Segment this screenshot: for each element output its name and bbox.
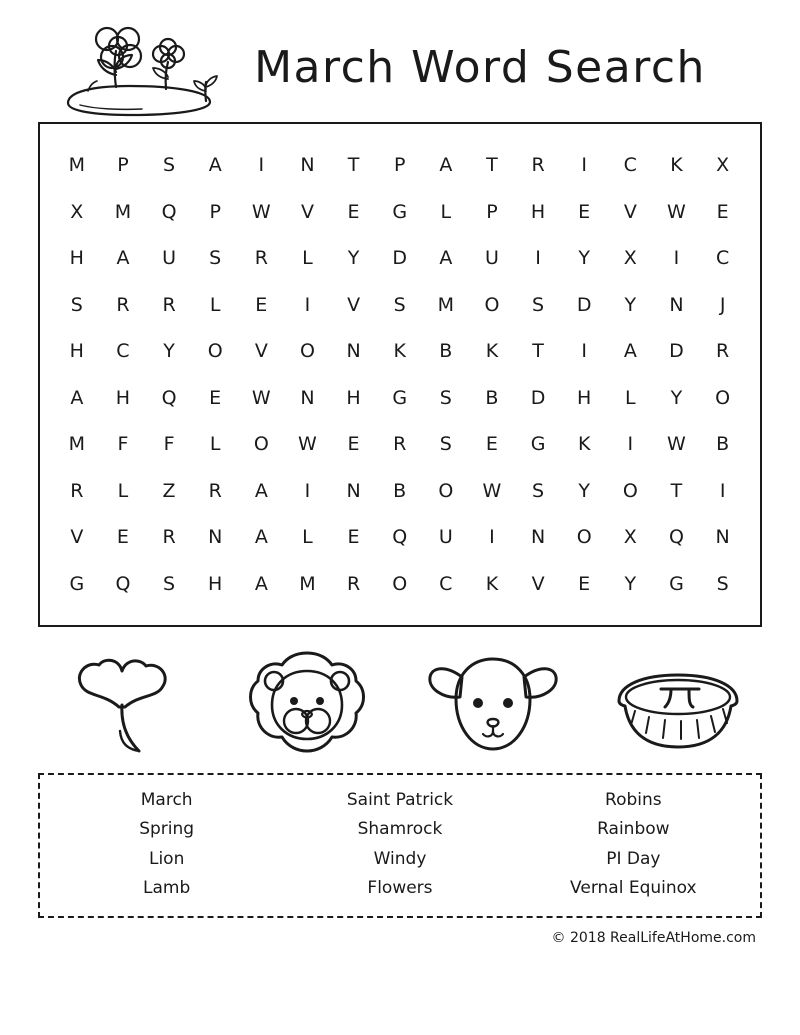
letter-grid-row xyxy=(54,235,746,282)
letter-cell[interactable]: S xyxy=(532,293,545,316)
letter-cell[interactable]: L xyxy=(440,200,452,223)
letter-cell[interactable]: S xyxy=(532,479,545,502)
letter-cell[interactable]: O xyxy=(392,572,408,595)
letter-cell[interactable]: E xyxy=(347,433,361,456)
letter-cell[interactable]: N xyxy=(346,479,362,502)
letter-cell[interactable]: Y xyxy=(624,293,637,316)
letter-cell[interactable]: I xyxy=(535,247,542,270)
letter-cell[interactable]: M xyxy=(68,433,86,456)
letter-cell[interactable]: H xyxy=(208,572,223,595)
letter-cell[interactable]: R xyxy=(531,154,546,177)
letter-cell[interactable]: K xyxy=(393,340,407,363)
letter-cell[interactable]: Y xyxy=(670,386,683,409)
letter-cell[interactable]: Y xyxy=(578,247,591,270)
letter-cell[interactable]: V xyxy=(254,340,269,363)
letter-cell[interactable]: H xyxy=(530,200,546,223)
letter-cell[interactable]: O xyxy=(576,526,593,549)
footer-credit: © 2018 RealLifeAtHome.com xyxy=(551,930,756,946)
letter-cell[interactable]: G xyxy=(392,200,408,223)
letter-cell[interactable]: N xyxy=(300,386,316,409)
letter-cell[interactable]: H xyxy=(346,386,362,409)
letter-cell[interactable]: D xyxy=(530,386,546,409)
letter-cell[interactable]: W xyxy=(251,200,272,223)
letter-cell[interactable]: R xyxy=(346,572,361,595)
letter-cell[interactable]: E xyxy=(578,200,591,223)
lion-face-illustration xyxy=(227,640,387,765)
letter-cell[interactable]: R xyxy=(162,526,177,549)
letter-cell[interactable]: E xyxy=(116,526,130,549)
pie-illustration xyxy=(598,640,758,765)
letter-cell[interactable]: P xyxy=(486,200,499,223)
letter-cell[interactable]: Q xyxy=(668,526,685,549)
letter-cell[interactable]: E xyxy=(347,526,361,549)
letter-cell[interactable]: R xyxy=(208,479,223,502)
letter-cell[interactable]: N xyxy=(669,293,685,316)
letter-cell[interactable]: Q xyxy=(392,526,408,549)
letter-cell[interactable]: M xyxy=(68,154,86,177)
letter-cell[interactable]: C xyxy=(116,340,131,363)
letter-cell[interactable]: K xyxy=(670,154,684,177)
letter-grid-row xyxy=(54,282,746,329)
word-list-item[interactable]: Lion xyxy=(148,848,185,869)
letter-cell[interactable]: E xyxy=(485,433,499,456)
letter-cell[interactable]: A xyxy=(116,247,130,270)
letter-cell[interactable]: P xyxy=(117,154,130,177)
letter-cell[interactable]: A xyxy=(70,386,84,409)
letter-cell[interactable]: C xyxy=(715,247,730,270)
letter-cell[interactable]: O xyxy=(622,479,639,502)
letter-cell[interactable]: Q xyxy=(161,200,178,223)
letter-cell[interactable]: R xyxy=(162,293,177,316)
letter-cell[interactable]: P xyxy=(393,154,406,177)
word-list-item[interactable]: Rainbow xyxy=(597,819,670,840)
letter-cell[interactable]: D xyxy=(392,247,408,270)
letter-cell[interactable]: O xyxy=(253,433,270,456)
letter-grid-row xyxy=(54,328,746,375)
letter-cell[interactable]: A xyxy=(254,526,269,549)
letter-cell[interactable]: Y xyxy=(163,340,176,363)
letter-cell[interactable]: T xyxy=(486,154,499,177)
letter-cell[interactable]: S xyxy=(163,572,176,595)
letter-cell[interactable]: K xyxy=(577,433,591,456)
page-header xyxy=(0,0,800,110)
letter-cell[interactable]: K xyxy=(485,340,499,363)
letter-cell[interactable]: V xyxy=(347,293,361,316)
flowers-illustration xyxy=(50,17,225,117)
letter-grid-row xyxy=(54,514,746,561)
letter-cell[interactable]: W xyxy=(667,433,687,456)
word-list-item[interactable]: Vernal Equinox xyxy=(570,878,697,899)
letter-cell[interactable]: V xyxy=(300,200,315,223)
letter-cell[interactable]: W xyxy=(251,386,272,409)
letter-cell[interactable]: K xyxy=(485,572,499,595)
letter-cell[interactable]: M xyxy=(114,200,132,223)
letter-cell[interactable]: S xyxy=(393,293,407,316)
letter-cell[interactable]: B xyxy=(393,479,407,502)
letter-cell[interactable]: T xyxy=(532,340,545,363)
word-list-column-3 xyxy=(517,789,750,900)
letter-cell[interactable]: L xyxy=(209,293,221,316)
letter-cell[interactable]: U xyxy=(438,526,454,549)
letter-grid-row xyxy=(54,189,746,236)
letter-grid-row xyxy=(54,468,746,515)
word-search-grid[interactable] xyxy=(38,122,762,627)
letter-cell[interactable]: L xyxy=(117,479,129,502)
letter-cell[interactable]: T xyxy=(347,154,360,177)
word-list-item[interactable]: March xyxy=(140,790,193,810)
letter-cell[interactable]: R xyxy=(254,247,269,270)
letter-cell[interactable]: A xyxy=(254,572,269,595)
letter-cell[interactable]: S xyxy=(439,386,453,409)
letter-cell[interactable]: H xyxy=(69,340,85,363)
letter-cell[interactable]: I xyxy=(673,247,680,270)
letter-cell[interactable]: I xyxy=(304,293,311,316)
letter-cell[interactable]: G xyxy=(69,572,85,595)
letter-cell[interactable]: S xyxy=(439,433,453,456)
letter-cell[interactable]: C xyxy=(623,154,638,177)
letter-cell[interactable]: Q xyxy=(161,386,178,409)
word-list-item[interactable]: Spring xyxy=(139,819,195,840)
letter-cell[interactable]: E xyxy=(347,200,361,223)
letter-cell[interactable]: X xyxy=(623,247,638,270)
letter-cell[interactable]: I xyxy=(581,154,588,177)
letter-cell[interactable]: L xyxy=(302,247,314,270)
letter-cell[interactable]: C xyxy=(439,572,453,595)
letter-grid-row xyxy=(54,142,746,189)
letter-cell[interactable]: F xyxy=(163,433,176,456)
letter-cell[interactable]: N xyxy=(208,526,223,549)
word-list-item[interactable]: Flowers xyxy=(367,878,433,899)
letter-cell[interactable]: M xyxy=(437,293,455,316)
letter-cell[interactable]: A xyxy=(208,154,223,177)
letter-cell[interactable]: D xyxy=(669,340,685,363)
letter-cell[interactable]: X xyxy=(70,200,84,223)
letter-cell[interactable]: W xyxy=(298,433,318,456)
letter-cell[interactable]: E xyxy=(578,572,591,595)
letter-cell[interactable]: L xyxy=(625,386,637,409)
letter-cell[interactable]: W xyxy=(482,479,502,502)
letter-cell[interactable]: V xyxy=(531,572,546,595)
letter-cell[interactable]: X xyxy=(623,526,638,549)
word-list-item[interactable]: Saint Patrick xyxy=(346,790,454,810)
letter-cell[interactable]: R xyxy=(70,479,84,502)
letter-cell[interactable]: P xyxy=(209,200,222,223)
letter-cell[interactable]: B xyxy=(485,386,499,409)
letter-cell[interactable]: H xyxy=(577,386,592,409)
letter-cell[interactable]: L xyxy=(209,433,221,456)
letter-cell[interactable]: O xyxy=(438,479,454,502)
letter-cell[interactable]: Q xyxy=(115,572,131,595)
letter-cell[interactable]: J xyxy=(719,293,726,316)
letter-grid-row xyxy=(54,421,746,468)
letter-cell[interactable]: R xyxy=(116,293,131,316)
lamb-face-illustration xyxy=(413,640,573,765)
letter-cell[interactable]: A xyxy=(623,340,638,363)
letter-cell[interactable]: M xyxy=(299,572,317,595)
letter-cell[interactable]: A xyxy=(254,479,269,502)
letter-cell[interactable]: T xyxy=(670,479,683,502)
letter-cell[interactable]: R xyxy=(393,433,407,456)
letter-cell[interactable]: B xyxy=(439,340,453,363)
letter-cell[interactable]: I xyxy=(258,154,265,177)
letter-grid-row xyxy=(54,561,746,608)
letter-cell[interactable]: E xyxy=(716,200,730,223)
letter-grid-row xyxy=(54,375,746,422)
letter-cell[interactable]: N xyxy=(346,340,362,363)
word-list-item[interactable]: Lamb xyxy=(143,878,191,899)
letter-cell[interactable]: H xyxy=(115,386,131,409)
letter-cell[interactable]: S xyxy=(70,293,84,316)
letter-cell[interactable]: O xyxy=(715,386,731,409)
letter-cell[interactable]: V xyxy=(70,526,84,549)
letter-cell[interactable]: Y xyxy=(624,572,637,595)
letter-cell[interactable]: G xyxy=(669,572,685,595)
letter-cell[interactable]: S xyxy=(163,154,176,177)
word-list-item[interactable]: Windy xyxy=(373,848,427,869)
letter-cell[interactable]: O xyxy=(484,293,500,316)
letter-cell[interactable]: W xyxy=(667,200,687,223)
letter-cell[interactable]: O xyxy=(299,340,316,363)
letter-cell[interactable]: L xyxy=(302,526,314,549)
letter-cell[interactable]: A xyxy=(439,247,453,270)
letter-cell[interactable]: D xyxy=(576,293,592,316)
word-list-item[interactable]: PI Day xyxy=(606,848,661,869)
letter-cell[interactable]: Y xyxy=(578,479,591,502)
word-list-item[interactable]: Robins xyxy=(605,790,662,810)
letter-cell[interactable]: R xyxy=(716,340,730,363)
letter-cell[interactable]: N xyxy=(715,526,731,549)
word-list-item[interactable]: Shamrock xyxy=(357,819,443,840)
word-list-column-1 xyxy=(50,789,283,900)
letter-cell[interactable]: Y xyxy=(347,247,360,270)
letter-cell[interactable]: S xyxy=(209,247,222,270)
letter-grid-body xyxy=(54,142,746,607)
letter-cell[interactable]: E xyxy=(255,293,268,316)
letter-cell[interactable]: O xyxy=(207,340,224,363)
letter-cell[interactable]: N xyxy=(530,526,546,549)
letter-cell[interactable]: U xyxy=(162,247,177,270)
letter-cell[interactable]: A xyxy=(439,154,453,177)
letter-cell[interactable]: I xyxy=(581,340,588,363)
letter-cell[interactable]: I xyxy=(304,479,311,502)
letter-cell[interactable]: I xyxy=(719,479,726,502)
letter-cell[interactable]: B xyxy=(716,433,730,456)
letter-cell[interactable]: E xyxy=(209,386,222,409)
page-title: March Word Search xyxy=(254,41,706,93)
clipart-row xyxy=(42,635,758,765)
letter-cell[interactable]: I xyxy=(627,433,634,456)
letter-cell[interactable]: G xyxy=(530,433,546,456)
letter-cell[interactable]: F xyxy=(117,433,129,456)
letter-cell[interactable]: I xyxy=(489,526,496,549)
letter-cell[interactable]: U xyxy=(484,247,500,270)
letter-cell[interactable]: V xyxy=(623,200,638,223)
letter-cell[interactable]: S xyxy=(716,572,730,595)
letter-cell[interactable]: Z xyxy=(162,479,177,502)
letter-cell[interactable]: N xyxy=(300,154,316,177)
letter-cell[interactable]: X xyxy=(716,154,730,177)
word-list xyxy=(38,773,762,918)
letter-cell[interactable]: H xyxy=(69,247,85,270)
word-list-column-2 xyxy=(283,789,516,900)
shamrock-illustration xyxy=(42,640,202,765)
letter-grid-table xyxy=(54,142,746,607)
letter-cell[interactable]: G xyxy=(392,386,408,409)
